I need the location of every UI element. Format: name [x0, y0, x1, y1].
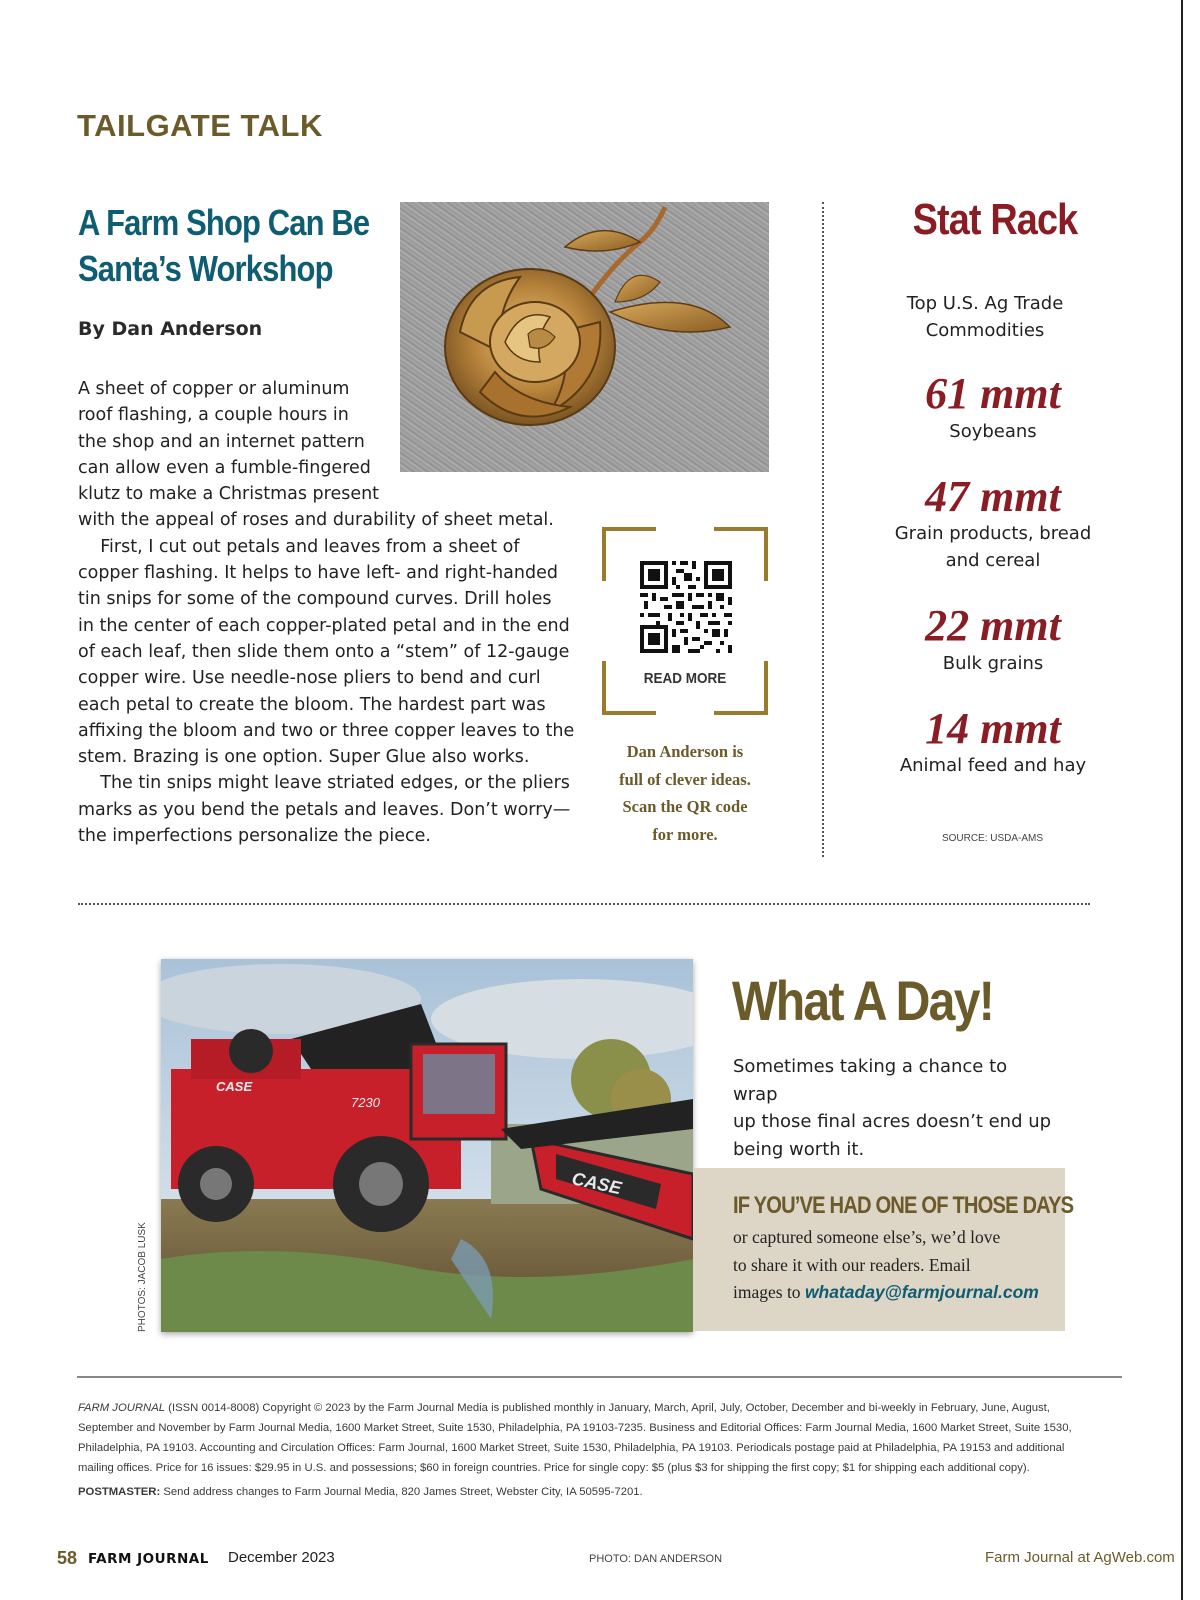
article-body-line: tin snips for some of the compound curves. Drill holes [78, 589, 552, 610]
submission-box-line [733, 1279, 1053, 1307]
stat-value: 61 mmt [925, 369, 1061, 418]
combine-stuck-photo [161, 959, 693, 1332]
page-number: 58 [57, 1548, 78, 1568]
submission-box-text [733, 1224, 1053, 1307]
submission-box-heading: IF YOU’VE HAD ONE OF THOSE DAYS [733, 1192, 1074, 1219]
article-title [78, 200, 370, 292]
stat-value: 14 mmt [925, 704, 1061, 753]
article-body-line: roof flashing, a couple hours in [78, 405, 349, 426]
postmaster-notice [78, 1486, 643, 1498]
qr-caption-line: Scan the QR code [622, 797, 748, 816]
article-title-line: A Farm Shop Can Be [78, 202, 370, 243]
qr-code[interactable] [640, 561, 732, 653]
legal-line: mailing offices. Price for 16 issues: $29.95 in U.S. and possessions; $60 in foreign countries. Price for single copy: $5 (plus $3 for shipping the first copy; $1 for shipping each additional copy). [78, 1462, 1030, 1474]
article-body-line: affixing the bloom and two or three copper leaves to the [78, 720, 575, 741]
footer-magazine-name: FARM JOURNAL [88, 1551, 209, 1567]
legal-line: September and November by Farm Journal Media, 1600 Market Street, Suite 1530, Philadelphia, PA 19103-7235. Business and Editorial Offices: Farm Journal Media, 1600 Market Street, Suite 1530, [78, 1422, 1072, 1434]
article-body-line: The tin snips might leave striated edges, or the pliers [78, 773, 570, 794]
submission-email-link[interactable]: whataday@farmjournal.com [804, 1282, 1039, 1302]
article-body-line: each petal to create the bloom. The hardest part was [78, 694, 546, 715]
combine-illustration [161, 959, 693, 1332]
stat-label-line: Grain products, bread [894, 523, 1092, 544]
stat-label-line: and cereal [945, 550, 1041, 571]
stat-label-line: Animal feed and hay [899, 755, 1087, 776]
stat-rack-title: Stat Rack [912, 195, 1078, 244]
submission-box-prefix: images to [733, 1282, 805, 1302]
qr-caption [590, 738, 780, 848]
stat-label [878, 418, 1108, 445]
combine-brand-decal: CASE [216, 1079, 253, 1094]
legal-line-text: (ISSN 0014-8008) Copyright © 2023 by the Farm Journal Media is published monthly in January, March, April, July, October, December and bi-weekly in February, June, August, [165, 1402, 1050, 1414]
article-body-line: the imperfections personalize the piece. [78, 826, 431, 847]
article-body-line: stem. Brazing is one option. Super Glue also works. [78, 747, 530, 768]
qr-caption-line: Dan Anderson is [626, 742, 744, 761]
article-byline: By Dan Anderson [78, 318, 263, 340]
article-body-line: First, I cut out petals and leaves from a sheet of [78, 536, 520, 557]
article-title-line: Santa’s Workshop [78, 248, 333, 289]
qr-caption-line: full of clever ideas. [619, 769, 751, 789]
stat-label [878, 650, 1108, 677]
footer-website[interactable]: Farm Journal at AgWeb.com [985, 1549, 1175, 1566]
legal-notice [78, 1398, 1128, 1478]
article-body-line: copper wire. Use needle-nose pliers to bend and curl [78, 668, 541, 689]
article-body-line: with the appeal of roses and durability of sheet metal. [78, 510, 554, 531]
stat-label [878, 520, 1108, 574]
what-a-day-text [733, 1053, 1053, 1163]
section-label: TAILGATE TALK [77, 108, 323, 143]
article-body [78, 376, 575, 849]
article-body-line: of each leaf, then slide them onto a “stem” of 12-gauge [78, 641, 570, 662]
what-a-day-title: What A Day! [732, 969, 994, 1032]
stat-rack-subtitle-line: Commodities [925, 320, 1045, 341]
submission-box-line: or captured someone else’s, we’d love [733, 1227, 1001, 1247]
article-body-line: in the center of each copper-plated petal and in the end [78, 615, 570, 636]
article-body-line: can allow even a fumble-fingered [78, 457, 371, 478]
article-body-line: klutz to make a Christmas present [78, 484, 380, 505]
stat-label-line: Soybeans [949, 421, 1037, 442]
photo-credit-vertical: PHOTOS: JACOB LUSK [137, 1222, 148, 1332]
page-edge-line [1181, 0, 1183, 1600]
legal-line: Philadelphia, PA 19103. Accounting and Circulation Offices: Farm Journal, 1600 Market Street, Suite 1530, Philadelphia, PA 19103. Periodicals postage paid at Philadelphia, PA 19153 and additional [78, 1442, 1065, 1454]
section-divider [78, 903, 1090, 905]
qr-caption-line: for more. [652, 824, 718, 844]
stat-label [878, 752, 1108, 779]
stat-label-line: Bulk grains [942, 653, 1044, 674]
article-body-line: the shop and an internet pattern [78, 431, 365, 452]
stat-rack-subtitle-line: Top U.S. Ag Trade [906, 293, 1064, 314]
stat-rack-subtitle [880, 290, 1090, 344]
stat-value: 47 mmt [925, 472, 1061, 521]
footer-photo-credit: PHOTO: DAN ANDERSON [589, 1553, 723, 1565]
postmaster-label: POSTMASTER: [78, 1486, 161, 1498]
postmaster-text: Send address changes to Farm Journal Media, 820 James Street, Webster City, IA 50595-7201. [160, 1486, 643, 1498]
combine-model-decal: 7230 [351, 1095, 380, 1110]
article-body-line: A sheet of copper or aluminum [78, 379, 350, 399]
header-brand-decal: CASE [570, 1168, 624, 1199]
footer-rule [77, 1376, 1122, 1378]
stat-source: SOURCE: USDA-AMS [941, 833, 1044, 844]
what-a-day-text-line: Sometimes taking a chance to wrap [733, 1056, 1008, 1105]
stat-value: 22 mmt [925, 601, 1061, 650]
article-body-line: copper flashing. It helps to have left- and right-handed [78, 563, 558, 584]
submission-box-line: to share it with our readers. Email [733, 1254, 971, 1275]
article-body-line: marks as you bend the petals and leaves. Don’t worry— [78, 799, 571, 820]
what-a-day-text-line: up those final acres doesn’t end up [733, 1111, 1052, 1132]
legal-magazine-name: FARM JOURNAL [78, 1402, 166, 1414]
column-divider [822, 202, 824, 857]
read-more-label: READ MORE [643, 670, 727, 687]
legal-line [78, 1398, 1128, 1418]
footer-issue-date: December 2023 [228, 1549, 335, 1566]
what-a-day-text-line: being worth it. [733, 1138, 865, 1160]
